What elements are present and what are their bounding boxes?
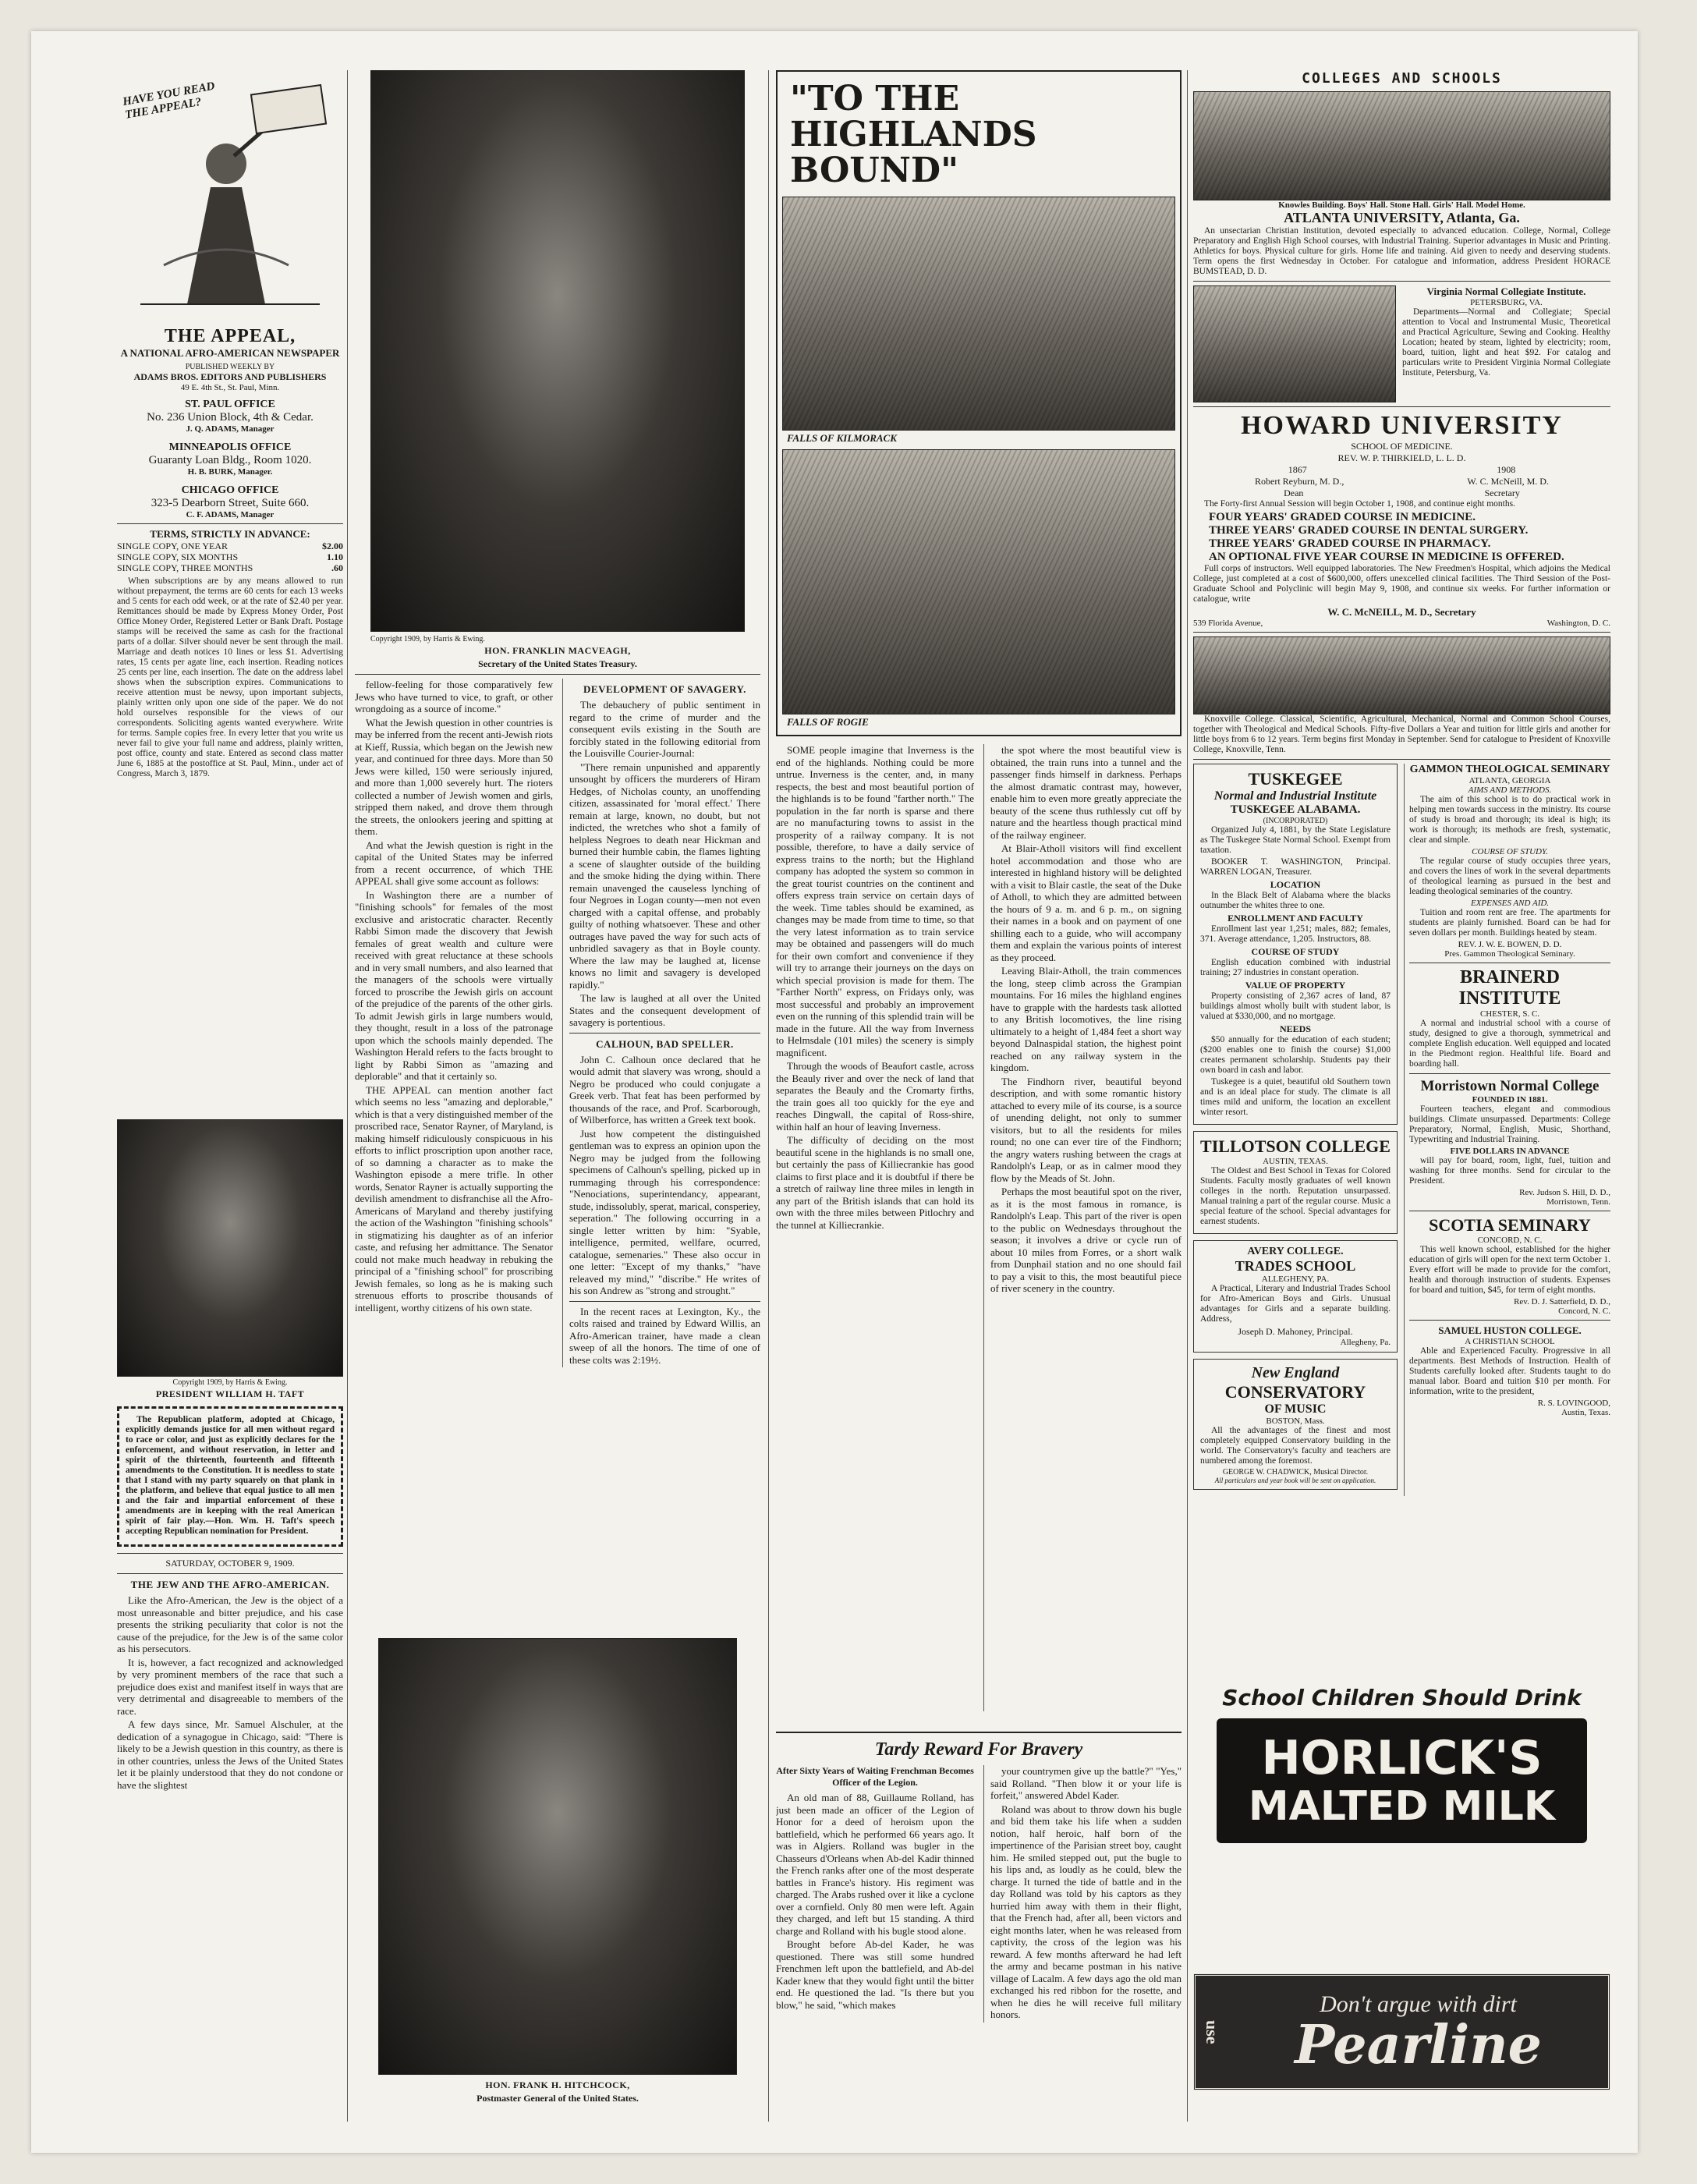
section-heading: EXPENSES AND AID. (1470, 899, 1550, 908)
text-column-left (776, 1765, 974, 2023)
course-item: THREE YEARS' GRADED COURSE IN PHARMACY. (1209, 537, 1491, 550)
school-note: All particulars and year book will be sent on application. (1214, 1477, 1376, 1484)
address-left: 539 Florida Avenue, (1193, 619, 1263, 628)
tardy-columns (776, 1765, 1182, 2023)
banner-title: "TO THE HIGHLANDS BOUND" (790, 79, 1037, 190)
section-heading: NEEDS (1279, 1023, 1311, 1034)
photo-credit: Copyright 1909, by Harris & Ewing. (172, 1378, 288, 1387)
divider (355, 674, 760, 675)
school-place: TUSKEGEE ALABAMA. (1230, 803, 1361, 816)
paper-subtitle: A NATIONAL AFRO-AMERICAN NEWSPAPER (120, 347, 340, 359)
text-column-right (983, 1765, 1182, 2023)
school-note: A CHRISTIAN SCHOOL (1465, 1337, 1555, 1346)
school-text: Enrollment last year 1,251; males, 882; females, 371. Average attendance, 1,205. Instructors, 88. (1200, 924, 1391, 944)
photo-subcaption: Postmaster General of the United States. (477, 2093, 639, 2104)
school-text: Tuskegee is a quiet, beautiful old Southern town and is an ideal place for study. The climate is all times mild and uniform, the location an excellent winter resort. (1200, 1077, 1391, 1117)
published-label: PUBLISHED WEEKLY BY (185, 363, 275, 371)
article-paragraph: Through the woods of Beaufort castle, across the Beauly river and over the neck of land that separates the Beauly and the Cromarty firths, the train goes all too quickly for the eye and reaches Dingwall, the capital of Ross-shire, within half an hour of leaving Inverness. (776, 1060, 974, 1133)
newspaper-page (31, 31, 1638, 2153)
article-paragraph: It is, however, a fact recognized and acknowledged by very prominent members of the race that such a prejudice does exist and manifest itself in ways that are very detrimental and disagreeable to members of the race. (117, 1656, 343, 1717)
school-subtitle: SCHOOL OF MEDICINE. (1351, 441, 1453, 452)
section-header: COLLEGES AND SCHOOLS (1302, 70, 1502, 87)
article-paragraph: The debauchery of public sentiment in regard to the crime of murder and the consequent evils existing in the South are forcibly stated in the following editorial from the Louisville Courier-Journal: (569, 699, 760, 759)
school-place: AUSTIN, TEXAS. (1263, 1157, 1328, 1166)
school-place: PETERSBURG, VA. (1470, 298, 1543, 307)
office-name: ST. PAUL OFFICE (185, 399, 275, 410)
school-text: Property consisting of 2,367 acres of land, 87 buildings almost wholly built with student labor, is valued at $330,000, and no mortgage. (1200, 991, 1391, 1021)
school-title: SCOTIA SEMINARY (1429, 1215, 1591, 1235)
knoxville-college-image (1193, 636, 1610, 714)
terms-row (117, 562, 343, 573)
article-paragraph: "There remain unpunished and apparently unsought by officers the murderers of Hiram Hedges, of Nicholas county, an unoffending citizen, assassinated for 'moral effect.' There remain at large, known, no doubt, but not indicted, the wretches who shot a family of helpless Negroes to death near Hickman and burned their humble cabin, the flames lighting a scene of slaughter outside of the building and the smoke hiding the dying within. There remain unavenged the causeless lynching of four Negroes in Logan county—men not even charged with a capital offense, and probably guilty of nothing whatsoever. These and other outrages have paved the way for such acts of unbridled savagery as that in Boyle county. Where the law may be laughed at, license knows no limit and savagery is developed rapidly." (569, 760, 760, 991)
text-column-right (562, 679, 760, 1367)
photo-caption: HON. FRANKLIN MACVEAGH, (484, 645, 631, 656)
school-title: CONSERVATORY (1224, 1382, 1366, 1402)
divider (117, 1553, 343, 1554)
school-text: The regular course of study occupies three years, and covers the lines of work in the several departments of theological learning as pursued in the best and leading theological seminaries of the country. (1409, 856, 1610, 896)
article-paragraph: In Washington there are a number of "finishing schools" for females of the most exclusive and aristocratic character. Recently Rabbi Simon made the discovery that Jewish females of great wealth and culture were received with great reluctance at these schools and in very small numbers, and also learned that the managers of the schools were virtually forced to proscribe the Jewish girls on account of the prejudice of the parents of the other girls. To admit Jewish girls in large numbers would, they thought, result in a loss of the patronage upon which the schools mainly depended. The Washington Herald refers to the facts brought to light by Rabbi Simon as "amazing and deplorable" and that it certainly so. (355, 888, 553, 1082)
school-title: OF MUSIC (1264, 1402, 1327, 1416)
highlands-banner (776, 70, 1182, 736)
text-column-left (355, 679, 553, 1367)
issue-date: SATURDAY, OCTOBER 9, 1909. (165, 1558, 295, 1569)
section-heading: LOCATION (1270, 879, 1321, 890)
article-paragraph: An old man of 88, Guillaume Rolland, has just been made an officer of the Legion of Honor for a deed of heroism upon the battlefield, which he performed 66 years ago. It was in Algiers. Rolland was bugler in the Chasseurs d'Orleans when Ab-del Kadir thinned the French ranks after one of the most desperate battles in France's history. His regiment was charged. The Arabs rushed over it like a cyclone over a cornfield. Only 80 men were left. Again they charged, and left but 15 standing. A third charge and Rolland with his bugle stood alone. (776, 1792, 974, 1937)
masthead-illustration (117, 70, 343, 320)
article-paragraph: Like the Afro-American, the Jew is the object of a most unreasonable and bitter prejudice, and his case presents the striking peculiarity that color is not the cause of the prejudice, for the Jew is of the same color as his persecutors. (117, 1594, 343, 1654)
feature-column (776, 70, 1182, 2129)
photo-caption: HON. FRANK H. HITCHCOCK, (485, 2079, 630, 2090)
atlanta-university-image (1193, 91, 1610, 200)
school-contact: R. S. LOVINGOOD, (1537, 1399, 1610, 1408)
text-column-right (983, 744, 1182, 1711)
taft-photo (117, 1119, 343, 1377)
divider (117, 1573, 343, 1574)
school-text: Fourteen teachers, elegant and commodious buildings. Climate unsurpassed. Departments: College Preparatory, Normal, English, Music, Shorthand, Typewriting and Industrial Training. (1409, 1104, 1610, 1144)
school-title: New England (1251, 1364, 1340, 1381)
highlands-text (776, 744, 1182, 1711)
publishers: ADAMS BROS. EDITORS AND PUBLISHERS (133, 371, 327, 382)
ad-brand: MALTED MILK (1248, 1783, 1556, 1830)
schools-grid (1193, 764, 1610, 1496)
article-paragraph: In the recent races at Lexington, Ky., the colts raised and trained by Edward Willis, an Afro-American trainer, have made a clean sweep of all the honors. The time of one of these colts was 2:19½. (569, 1305, 760, 1366)
section-heading: VALUE OF PROPERTY (1245, 980, 1346, 991)
divider (569, 1301, 760, 1302)
tillotson-ad (1193, 1131, 1398, 1234)
terms-price: 1.10 (327, 551, 343, 562)
virginia-ad (1193, 285, 1610, 402)
pearline-ad (1193, 1973, 1610, 2090)
article-paragraph: the spot where the most beautiful view is obtained, the train runs into a tunnel and the passenger finds himself in darkness. Perhaps the almost dramatic contrast may, however, enable him to even more greatly appreciate the beauty of the scene thus ruthlessly cut off by nature and the heartless though practical mind of the railway engineer. (990, 744, 1182, 841)
school-text: $50 annually for the education of each student; ($200 enables one to finish the course) $1,000 creates permanent scholarship. Students pay their own board in cash and labor. (1200, 1035, 1391, 1075)
section-heading: COURSE OF STUDY. (1472, 847, 1548, 856)
terms-row (117, 541, 343, 551)
school-price: FIVE DOLLARS IN ADVANCE (1450, 1147, 1570, 1156)
text-column-left (776, 744, 974, 1711)
office-block (117, 484, 343, 519)
article-paragraph: The difficulty of deciding on the most beautiful scene in the highlands is no small one, but certainly the pass of Killiecrankie has good claims to first place and it is doubtful if there be a stretch of railway line three miles in length in any part of the British islands that can hold its own with the three miles between Pitlochry and the tunnel at Killiecrankie. (776, 1134, 974, 1231)
office-address: 323-5 Dearborn Street, Suite 660. (151, 497, 310, 509)
section-heading: ENROLLMENT AND FACULTY (1228, 913, 1363, 924)
school-text: The aim of this school is to do practical work in helping men towards success in the ministry. Its course of study is broad and thorough; its ideal is high; its work is thorough; its methods are fresh, systematic, clear and simple. (1409, 795, 1610, 845)
school-title: GAMMON THEOLOGICAL SEMINARY (1409, 764, 1610, 775)
school-text: Able and Experienced Faculty. Progressive in all departments. Best Methods of Instruction. Health of Students carefully looked after. Students taught to do manual labor. Board and tuition $10 per month. For information, write to the president, (1409, 1346, 1610, 1396)
schools-column (1193, 70, 1610, 2129)
article-heading: DEVELOPMENT OF SAVAGERY. (583, 683, 746, 695)
school-title: BRAINERD INSTITUTE (1458, 967, 1561, 1009)
article-paragraph: Roland was about to throw down his bugle and bid them take his life when a sudden notion, half heroic, half born of the impertinence of the Parisian street boy, caught him. He smiled stepped out, put the bugle to his lips and, as loudly as he could, blew the charge. It turned the tide of battle and in the day Rolland was told by his captors as they hurried him away with them in their flight, that the French had, after all, been victors and eight months later, when he was released from captivity, the cross of the legion was his reward. A few months afterward he had left the army and became postman in his native village of Lacalm. A few days ago the old man exchanged his red ribbon for the rosette, and when he dies he will receive full military honors. (990, 1803, 1182, 2020)
school-title: TILLOTSON COLLEGE (1200, 1136, 1391, 1156)
howard-ad (1193, 411, 1610, 628)
ne-conservatory-ad (1193, 1359, 1398, 1490)
photo-credit: Copyright 1909, by Harris & Ewing. (370, 635, 485, 644)
school-text: This well known school, established for the higher education of girls will open for the next term October 1. Every effort will be made to provide for the comfort, health and thorough instruction of students. Expenses for board and tuition, $45, for term of eight months. (1409, 1245, 1610, 1295)
ad-tagline: Don't argue with dirt (1320, 1991, 1517, 2017)
school-title: Virginia Normal Collegiate Institute. (1426, 285, 1586, 297)
article-paragraph: Leaving Blair-Atholl, the train commences the long, steep climb across the Grampian mountains. For 16 miles the highland engines have to grapple with the hardests task allotted to any British locomotives, the line rising ultimately to a height of 1,484 feet a short way beyond Dalnaspidal station, the highest point reached on any railway system in the kingdom. (990, 965, 1182, 1073)
school-contact: W. C. McNEILL, M. D., Secretary (1327, 606, 1476, 618)
tardy-reward-article (776, 1732, 1182, 2023)
year-label: 1867 (1288, 464, 1307, 475)
hitchcock-photo (378, 1638, 737, 2075)
school-title: Normal and Industrial Institute (1213, 789, 1377, 803)
divider (1193, 759, 1610, 760)
official-role: Dean (1284, 488, 1304, 498)
divider (1409, 1073, 1610, 1074)
school-contact: REV. J. W. E. BOWEN, D. D. (1458, 940, 1562, 949)
hitchcock-block (378, 1638, 737, 2106)
publishers-address: 49 E. 4th St., St. Paul, Minn. (180, 383, 280, 392)
school-title: HOWARD UNIVERSITY (1241, 411, 1563, 440)
section-heading: AIMS AND METHODS. (1468, 785, 1552, 795)
editorial-column (355, 70, 760, 2129)
school-text: The Forty-first Annual Session will begin October 1, 1908, and continue eight months. (1204, 499, 1515, 509)
address-right: Washington, D. C. (1546, 619, 1610, 628)
school-text: A normal and industrial school with a course of study, designed to give a thorough, symmetrical and complete English education. Well equipped and located in the Piedmont region. Healthful life. Board and boarding hall. (1409, 1019, 1610, 1069)
two-column-text (355, 679, 760, 1367)
school-text: Departments—Normal and Collegiate; Special attention to Vocal and Instrumental Music, Theoretical and Practical Agriculture, Sewing and Cooking. Healthy Location; heated by steam, lighted by electricity; room, board, tuition, light and heat $92. For catalog and particulars write to President Virginia Normal Collegiate Institute, Petersburg, Va. (1402, 307, 1610, 378)
section-heading: COURSE OF STUDY (1251, 946, 1340, 957)
school-text: Full corps of instructors. Well equipped laboratories. The New Freedmen's Hospital, which adjoins the Medical College, just completed at a cost of $600,000, offers unexcelled clinical facilities. The Third Session of the Post-Graduate School and Polyclinic will begin May 9, 1908, and continue six weeks. For further information or catalogue, write (1193, 564, 1610, 604)
school-text: In the Black Belt of Alabama where the blacks outnumber the whites three to one. (1200, 891, 1391, 910)
terms-label: SINGLE COPY, SIX MONTHS (117, 551, 239, 562)
subscription-notices: When subscriptions are by any means allowed to run without prepayment, the terms are 60 cents for each 13 weeks and 5 cents for each odd week, or at the rate of $2.40 per year. Remittances should be made by Express Money Order, Post Office Money Order, Registered Letter or Bank Draft. Postage stamps will be received the same as cash for the fractional parts of a dollar. Silver should never be sent through the mail. Marriage and death notices 10 lines or less $1. Advertising rates, 15 cents per agate line, each insertion. Reading notices 25 cents per line, each insertion. The date on the address label shows when the subscription expires. Communications to receive attention must be newsy, upon important subjects, plainly written only upon one side of the paper. We do not hold ourselves responsible for the views of our correspondents. Soliciting agents wanted everywhere. Write for terms. Sample copies free. In every letter that you write us never fail to give your full name and address, plainly written, post office, county and state. Entered as second class matter June 6, 1885 at the postoffice at St. Paul, Minn., under act of Congress, March 3, 1879. (117, 576, 343, 778)
school-title: AVERY COLLEGE. (1247, 1246, 1344, 1257)
school-contact: Joseph D. Mahoney, Principal. (1238, 1326, 1353, 1337)
horlick-ad (1193, 1685, 1610, 1843)
article-subheading: After Sixty Years of Waiting Frenchman Becomes Officer of the Legion. (776, 1765, 974, 1788)
article-paragraph: your countrymen give up the battle?" "Yes," said Rolland. "Then blow it or your life is forfeit," answered Abdel Kader. (990, 1765, 1182, 1801)
official-name: W. C. McNeill, M. D. (1467, 476, 1549, 487)
school-title: Morristown Normal College (1420, 1078, 1600, 1094)
office-manager: C. F. ADAMS, Manager (186, 510, 275, 519)
article-paragraph: What the Jewish question in other countries is may be inferred from the recent anti-Jewish riots at Kieff, Russia, which began on the Jewish new year, and continued for three days. More than 50 Jews were killed, 150 were seriously injured, and more than 1,000 severely hurt. The rioters collected a number of Jewish women and girls, stripped them naked, and drove them through the streets, the onlookers jeering and spitting at them. (355, 716, 553, 837)
school-text: Knoxville College. Classical, Scientific, Agricultural, Mechanical, Normal and Common School Courses, together with Theological and Medical Schools. Fifty-five Dollars a Year and tuition for little girls and another for little boys from 6 to 12 years. Term begins first Monday in September. Send for catalogue to President of Knoxville College, Knoxville, Tenn. (1193, 714, 1610, 754)
avery-ad (1193, 1240, 1398, 1353)
school-president: REV. W. P. THIRKIELD, L. L. D. (1337, 452, 1466, 463)
school-city: Morristown, Tenn. (1546, 1197, 1610, 1207)
column-rule (347, 70, 348, 2122)
horlick-label (1217, 1718, 1587, 1843)
paper-title: THE APPEAL, (164, 326, 296, 346)
article-paragraph: The law is laughed at all over the United States and the consequent development of savagery is portentious. (569, 992, 760, 1028)
platform-box (117, 1406, 343, 1547)
school-place: CHESTER, S. C. (1479, 1009, 1540, 1019)
terms-price: $2.00 (322, 541, 343, 551)
office-address: No. 236 Union Block, 4th & Cedar. (147, 411, 314, 424)
office-address: Guaranty Loan Bldg., Room 1020. (148, 454, 312, 466)
school-title: TUSKEGEE (1248, 769, 1343, 789)
tuskegee-ad (1193, 764, 1398, 1125)
article-paragraph: Perhaps the most beautiful spot on the river, as it is the most famous in romance, is Randolph's Leap. This part of the river is open to the public on Wednesdays throughout the season; it involves a drive or cycle run of about 10 miles from Forres, or a short walk from Dunphail station and no one should fail to pay a visit to this, the most beautiful piece of river scenery in the country. (990, 1186, 1182, 1294)
terms-label: SINGLE COPY, THREE MONTHS (117, 562, 253, 573)
school-role: Pres. Gammon Theological Seminary. (1444, 949, 1575, 959)
article-heading: THE JEW AND THE AFRO-AMERICAN. (130, 1579, 330, 1590)
school-title: TRADES SCHOOL (1235, 1258, 1356, 1274)
divider (1193, 281, 1610, 282)
course-item: AN OPTIONAL FIVE YEAR COURSE IN MEDICINE IS OFFERED. (1209, 551, 1564, 563)
official-role: Secretary (1484, 488, 1520, 498)
terms-price: .60 (331, 562, 343, 573)
article-heading: CALHOUN, BAD SPELLER. (596, 1037, 734, 1050)
office-name: MINNEAPOLIS OFFICE (168, 441, 292, 453)
article-paragraph: SOME people imagine that Inverness is the end of the highlands. Nothing could be more untrue. Inverness is the center, and, in many respects, the best and most beautiful portion of the highlands is to be found "farther north." The population in the far north is sparse and there are no manufacturing towns to assist in the prosperity of a railway company. It is not possible, therefore, to have a daily service of express trains to the north; but the Highland company has adopted the system so common in the great tourist countries on the continent and offers express train service on certain days of the week. Time tables should be examined, as changes may be made from time to time, so that the very latest information as to train service may be obtained and passengers will do much for their own comfort and convenience if they will try to arrange their journeys on the days on which special provision is made for them. The "Farther North" express, on Fridays only, was most successful and probably an improvement even on the running of this splendid train will be made in the future. All the way from Inverness to Helmsdale (101 miles) the scenery is simply magnificent. (776, 744, 974, 1058)
article-paragraph: THE APPEAL can mention another fact which seems no less "amazing and deplorable," which is that a very distinguished member of the proscribed race, Senator Rayner, of Maryland, is making himself ridiculously conspicuous in his efforts to inflict proscription upon another race, of so damning a character as to make the Washington episode a mere trifle. In other words, Senator Rayner is actually supporting the devilish amendment to disfranchise all the Afro-Americans of Maryland and thereby justifying the action of the Washington "finishing schools" in stigmatizing his daughter as of an inferior caste, and refusing her admittance. The Senator could not make much headway in rebuking the principal of a "finishing school" for proscribing Jewish females, so long as he is making such strenuous efforts to proscribe thousands of intelligent, worthy citizens of his own state. (355, 1083, 553, 1314)
platform-text: The Republican platform, adopted at Chicago, explicitly demands justice for all men without regard to race or color, and just as explicitly declares for the enforcement, and without reservation, in letter and spirit of the thirteenth, fourteenth and fifteenth amendments to the Constitution. It is needless to state that I stand with my party squarely on that plank in the platform, and believe that equal justice to all men and the fair and impartial enforcement of these amendments are in keeping with the real American spirit of fair play.—Hon. Wm. H. Taft's speech accepting Republican nomination for President. (126, 1415, 335, 1536)
school-text: Organized July 4, 1881, by the State Legislature as The Tuskegee State Normal School. Exempt from taxation. (1200, 825, 1391, 855)
divider (117, 523, 343, 524)
office-name: CHICAGO OFFICE (181, 484, 279, 496)
ad-use-label: use (1203, 2019, 1222, 2044)
article-paragraph: And what the Jewish question is right in the capital of the United States may be inferred from a recent occurrence, of which THE APPEAL shall give some account as follows: (355, 838, 553, 887)
course-item: FOUR YEARS' GRADED COURSE IN MEDICINE. (1209, 511, 1476, 523)
terms-heading: TERMS, STRICTLY IN ADVANCE: (150, 528, 310, 540)
school-text: will pay for board, room, light, fuel, tuition and washing for three months. Send for circular to the President. (1409, 1156, 1610, 1186)
school-place: ATLANTA, GEORGIA (1468, 776, 1551, 785)
school-place: BOSTON, Mass. (1266, 1416, 1325, 1426)
article-paragraph: Brought before Ab-del Kader, he was questioned. There was still some hundred Frenchmen left upon the battlefield, and Ab-del Kader knew that they would fight until the bitter end. He questioned the lad. "Is there but you blow," he said, "which makes (776, 1938, 974, 2011)
school-text: The Oldest and Best School in Texas for Colored Students. Faculty mostly graduates of well known colleges in the north. Reputation unsurpassed. Manual training a part of the regular course. Music a special feature of the school. Special advantages for earnest students. (1200, 1166, 1391, 1226)
school-place: ALLEGHENY, PA. (1261, 1275, 1330, 1284)
article-paragraph: John C. Calhoun once declared that he would admit that slavery was wrong, should a Negro be produced who could conjugate a Greek verb. That feat has been performed by thousands of the race, and Prof. Scarborough, of Wilberforce, has written a Greek text book. (569, 1053, 760, 1126)
falls-kilmorack-image (782, 197, 1175, 431)
column-rule (1187, 70, 1188, 2122)
article-paragraph: A few days since, Mr. Samuel Alschuler, at the dedication of a synagogue in Chicago, said: "There is likely to be a Jewish question in this country, as there is in other countries, unless the Jews of the United States let it be plainly understood that they do not condone or have the slightest (117, 1718, 343, 1791)
school-city: Concord, N. C. (1558, 1306, 1610, 1316)
school-note: FOUNDED IN 1881. (1472, 1095, 1548, 1104)
divider (569, 1033, 760, 1034)
office-block (117, 441, 343, 477)
photo-caption: PRESIDENT WILLIAM H. TAFT (155, 1388, 305, 1399)
falls-rogie-image (782, 449, 1175, 714)
school-place: CONCORD, N. C. (1477, 1236, 1543, 1245)
terms-row (117, 551, 343, 562)
article-paragraph: fellow-feeling for those comparatively few Jews who have turned to vice, to graft, or other wrongdoing as a source of income." (355, 679, 553, 714)
course-item: THREE YEARS' GRADED COURSE IN DENTAL SURGERY. (1209, 524, 1529, 537)
ad-brand: Pearline (1295, 2014, 1542, 2076)
year-label: 1908 (1497, 464, 1516, 475)
article-paragraph: At Blair-Atholl visitors will find excellent hotel accommodation and those who are interested in highland history will be delighted with a visit to Blair castle, the seat of the Duke of Atholl, to which they are admitted between the hours of 9 a. m. and 6 p. m., on signing their names in a book and on payment of one shilling each to a guide, who will accompany them and explain the various points of interest as they proceed. (990, 842, 1182, 963)
photo-subcaption: Secretary of the United States Treasury. (478, 658, 637, 669)
school-contact: Rev. D. J. Satterfield, D. D., (1514, 1297, 1610, 1306)
school-title: SAMUEL HUSTON COLLEGE. (1438, 1324, 1582, 1336)
masthead-art-text: HAVE YOU READ THE APPEAL? (122, 80, 216, 122)
terms-label: SINGLE COPY, ONE YEAR (117, 541, 229, 551)
school-text: A Practical, Literary and Industrial Trades School for Afro-American Boys and Girls. Unusual advantages for Girls and a separate building. Address, (1200, 1284, 1391, 1324)
article-paragraph: The Findhorn river, beautiful beyond description, and with some romantic history attached to every mile of its course, is a source of unending delight, not only to summer visitors, but to all the residents for miles round; no one can ever tire of the Findhorn; the angry waters rushing between the crags at Randolph's Leap, or as in calmer mood they flow by the Meads of St. John. (990, 1075, 1182, 1184)
column-rule (768, 70, 769, 2122)
school-contact: Rev. Judson S. Hill, D. D., (1519, 1188, 1610, 1197)
school-text: BOOKER T. WASHINGTON, Principal. WARREN LOGAN, Treasurer. (1200, 857, 1391, 877)
school-note: (INCORPORATED) (1263, 817, 1328, 825)
school-text: English education combined with industrial training; 27 industries in constant operation. (1200, 958, 1391, 977)
image-caption: FALLS OF KILMORACK (787, 432, 897, 444)
virginia-institute-image (1193, 285, 1396, 402)
school-city: Allegheny, Pa. (1340, 1338, 1391, 1347)
school-city: Austin, Texas. (1561, 1408, 1610, 1417)
course-list (1193, 511, 1610, 564)
school-title: ATLANTA UNIVERSITY, Atlanta, Ga. (1284, 210, 1520, 225)
office-block (117, 399, 343, 434)
terms-list (117, 541, 343, 573)
divider (1193, 406, 1610, 407)
divider (1193, 632, 1610, 633)
schools-right (1404, 764, 1610, 1496)
macveagh-photo (370, 70, 745, 632)
school-contact: GEORGE W. CHADWICK, Musical Director. (1222, 1468, 1369, 1477)
article-paragraph: Just how competent the distinguished gentleman was to express an opinion upon the Negro may be judged from the following specimens of Calhoun's spelling, picked up in rummaging through his correspondence: "Nenociations, superintendancy, appearant, stude, indissolubly, sperat, marical, consperiey, seperation." The following occurring in a single letter written by him: "Syable, intelligence, permited, wellfare, ocurred, catalogue, semenaries." These also occur in one letter: "Except of my thanks," "have releaved my mind," "discribe." He writes of his son Andrew as "strong and strought." (569, 1127, 760, 1296)
schools-left (1193, 764, 1398, 1496)
school-text: An unsectarian Christian Institution, devoted especially to advanced education. College, Normal, College Preparatory and English High School courses, with Industrial Training. Superior advantages in Music and Printing. Athletics for boys. Physical culture for girls. Home life and training. Aid given to needy and deserving students. Term opens the first Wednesday in October. For catalogue and information, address President HORACE BUMSTEAD, D. D. (1193, 226, 1610, 276)
ad-brand: HORLICK'S (1261, 1731, 1543, 1785)
school-text: All the advantages of the finest and most completely equipped Conservatory building in the world. The Conservatory's faculty and teachers are numbered among the foremost. (1200, 1426, 1391, 1466)
office-manager: H. B. BURK, Manager. (187, 467, 273, 477)
office-manager: J. Q. ADAMS, Manager (186, 424, 275, 434)
official-name: Robert Reyburn, M. D., (1255, 476, 1344, 487)
divider (1409, 1320, 1610, 1321)
article-heading: Tardy Reward For Bravery (874, 1739, 1083, 1760)
school-text: Tuition and room rent are free. The apartments for students are plainly furnished. Board can be had for seven dollars per month. Buildings heated by steam. (1409, 908, 1610, 938)
image-caption: Knowles Building. Boys' Hall. Stone Hall. Girls' Hall. Model Home. (1278, 200, 1525, 210)
ad-tagline: School Children Should Drink (1222, 1685, 1582, 1711)
image-caption: FALLS OF ROGIE (787, 716, 869, 728)
masthead-column (117, 70, 343, 2129)
